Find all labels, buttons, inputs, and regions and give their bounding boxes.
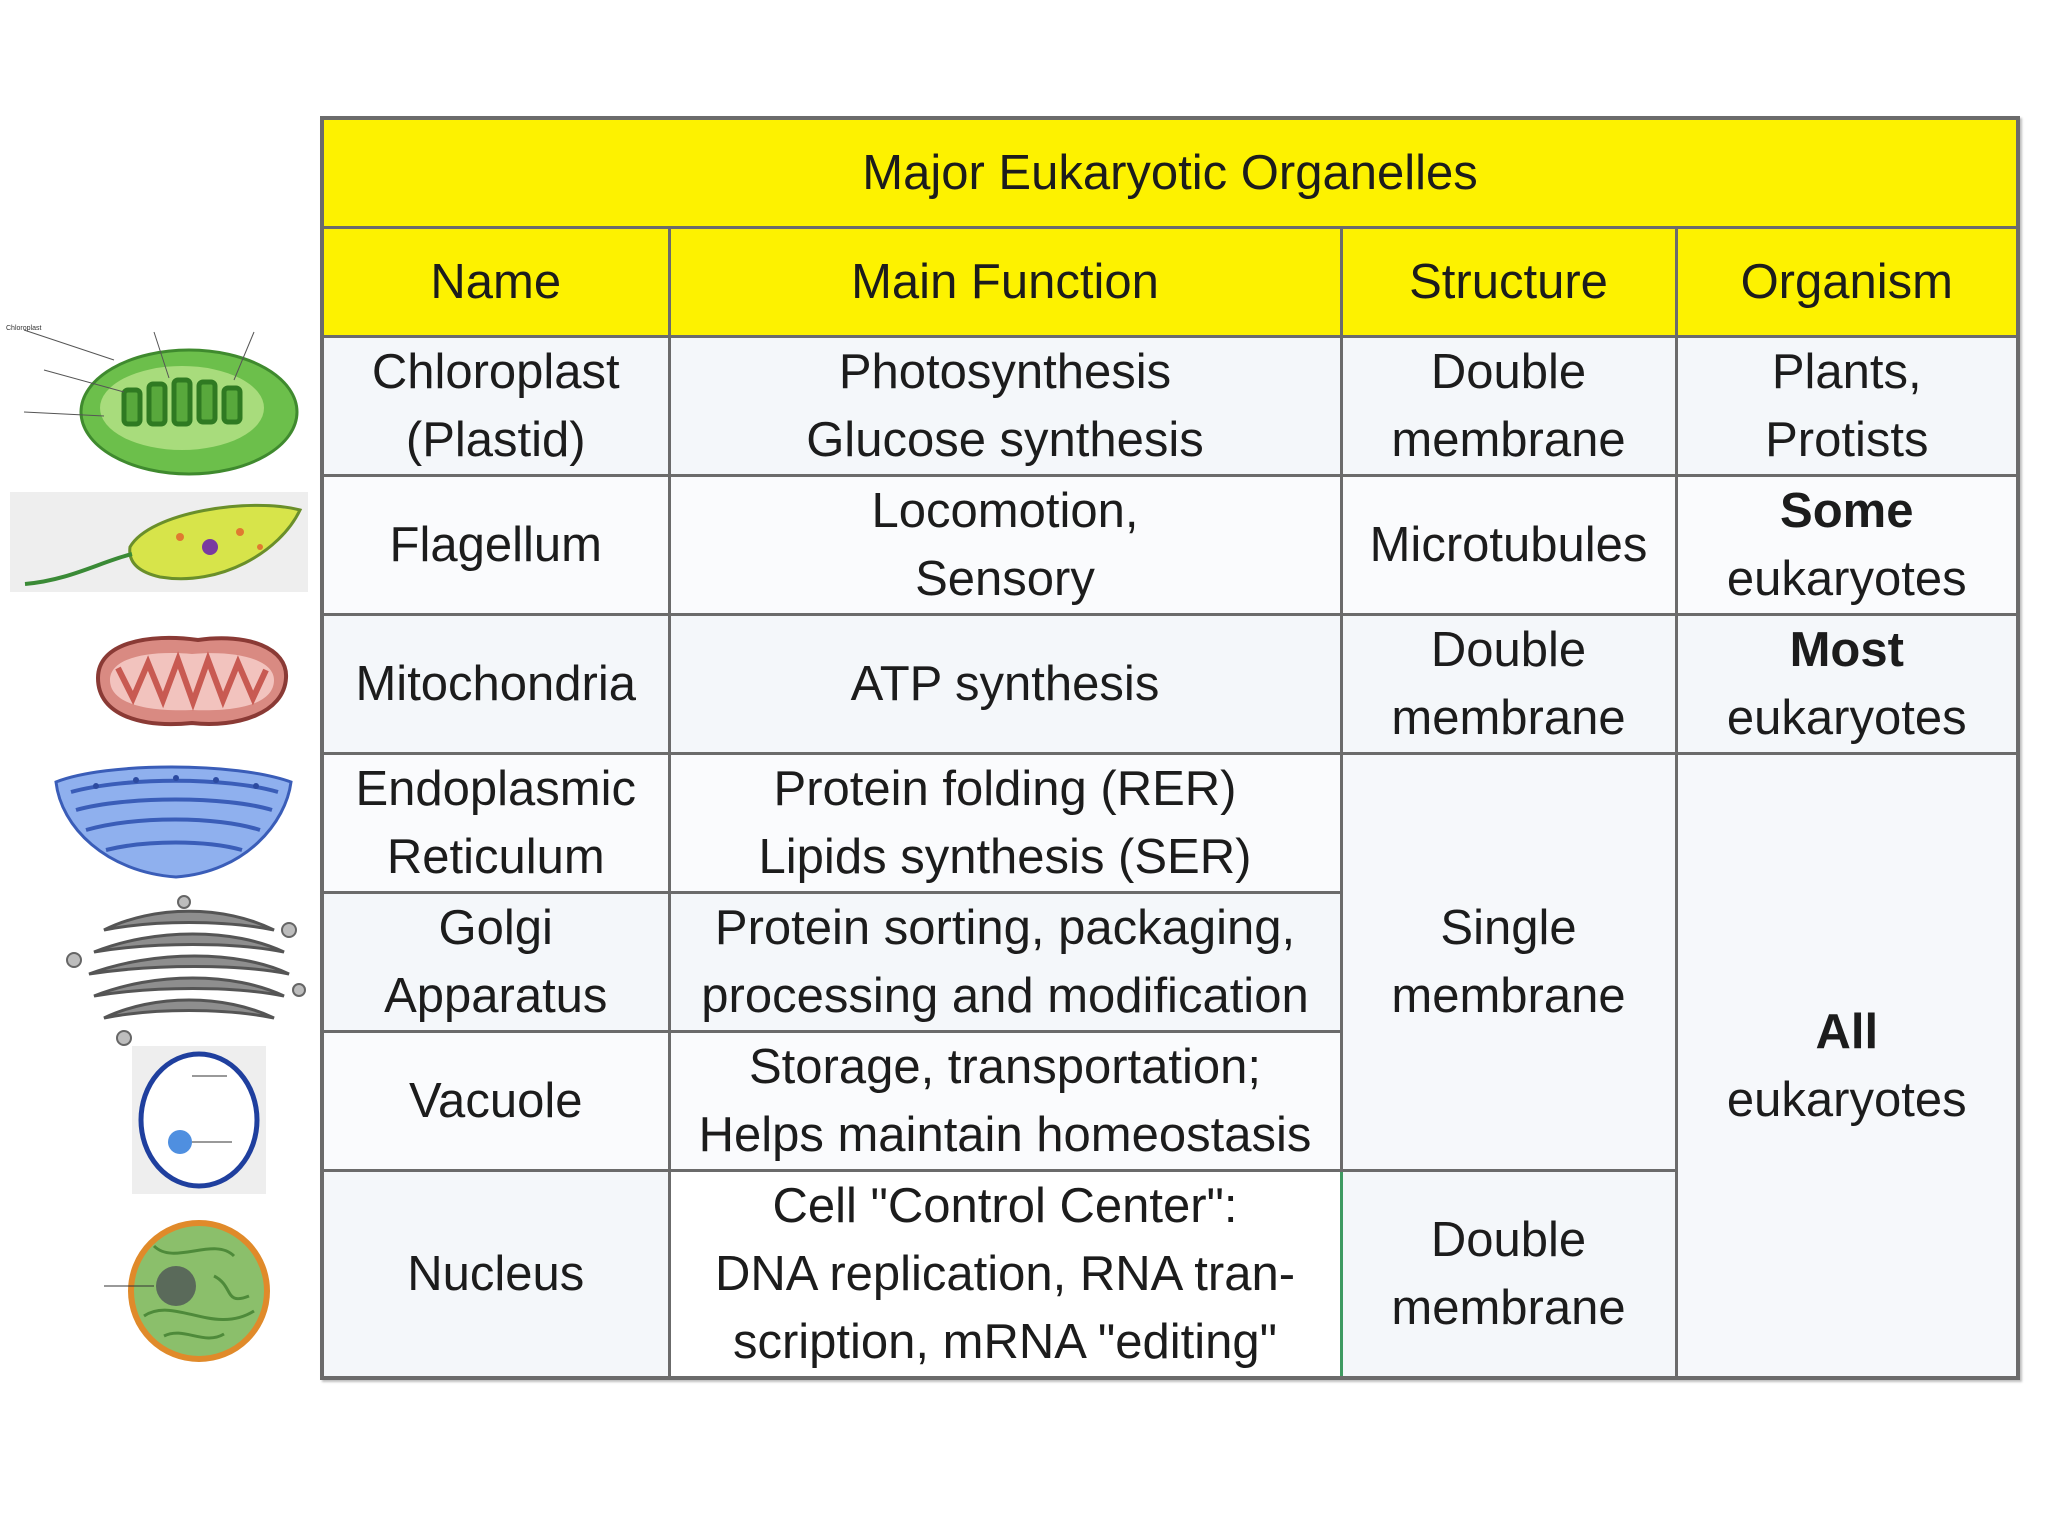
flagellate-cell-illustration	[10, 492, 308, 592]
organism-cell: Some eukaryotes	[1676, 476, 2018, 615]
svg-text:Chloroplast: Chloroplast	[6, 325, 42, 332]
header-organism: Organism	[1676, 228, 2018, 337]
name-cell: Nucleus	[322, 1171, 669, 1379]
nucleus-illustration	[104, 1216, 294, 1366]
organism-cell: Most eukaryotes	[1676, 615, 2018, 754]
function-cell: ATP synthesis	[669, 615, 1341, 754]
name-cell: Endoplasmic Reticulum	[322, 754, 669, 893]
structure-cell: Double membrane	[1341, 615, 1676, 754]
function-cell: Cell "Control Center": DNA replication, RNA tran- scription, mRNA "editing"	[669, 1171, 1341, 1379]
function-cell: Photosynthesis Glucose synthesis	[669, 337, 1341, 476]
structure-cell: Double membrane	[1341, 337, 1676, 476]
chloroplast-illustration	[4, 320, 304, 490]
function-cell: Protein sorting, packaging, processing and modification	[669, 893, 1341, 1032]
name-cell: Golgi Apparatus	[322, 893, 669, 1032]
name-cell: Chloroplast (Plastid)	[322, 337, 669, 476]
structure-cell: Microtubules	[1341, 476, 1676, 615]
header-structure: Structure	[1341, 228, 1676, 337]
name-cell: Mitochondria	[322, 615, 669, 754]
table-row	[322, 754, 2018, 893]
structure-cell: Double membrane	[1341, 1171, 1676, 1379]
endoplasmic-reticulum-illustration	[46, 752, 300, 884]
table-row	[322, 337, 2018, 476]
header-main-function: Main Function	[669, 228, 1341, 337]
organism-cell: Plants, Protists	[1676, 337, 2018, 476]
name-cell: Flagellum	[322, 476, 669, 615]
mitochondrion-illustration	[88, 628, 296, 736]
function-cell: Locomotion, Sensory	[669, 476, 1341, 615]
table-row	[322, 476, 2018, 615]
organelles-table	[320, 116, 2020, 1380]
function-cell: Protein folding (RER) Lipids synthesis (SER)	[669, 754, 1341, 893]
structure-cell-merged: Single membrane	[1341, 754, 1676, 1171]
table-title: Major Eukaryotic Organelles	[322, 118, 2018, 228]
header-name: Name	[322, 228, 669, 337]
organism-cell-merged: All eukaryotes	[1676, 754, 2018, 1379]
vacuole-illustration	[132, 1046, 266, 1194]
name-cell: Vacuole	[322, 1032, 669, 1171]
golgi-apparatus-illustration	[44, 890, 312, 1050]
table-row	[322, 615, 2018, 754]
function-cell: Storage, transportation; Helps maintain homeostasis	[669, 1032, 1341, 1171]
